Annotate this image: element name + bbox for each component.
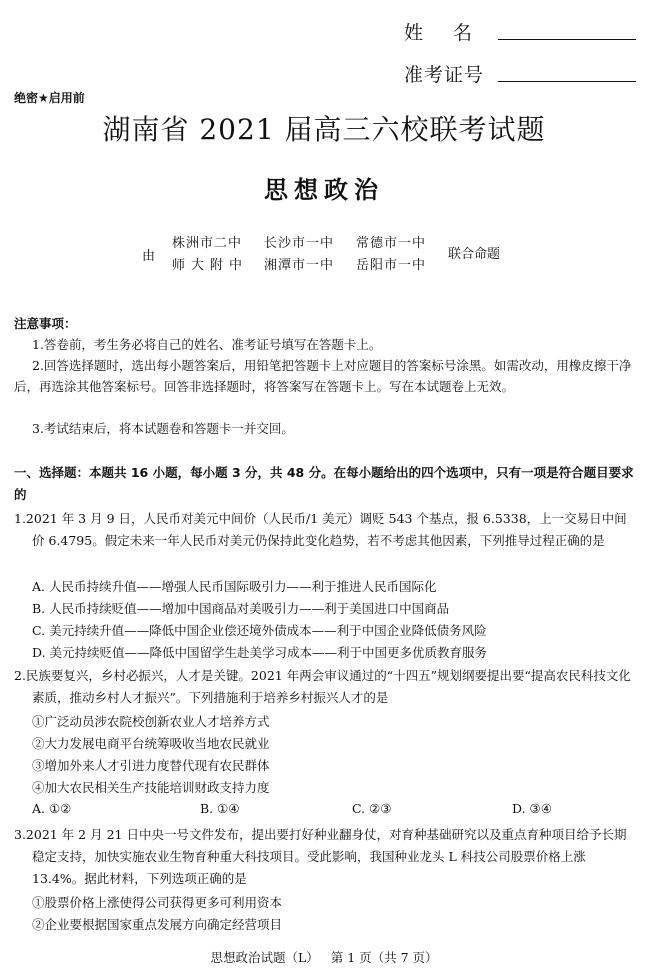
school-row-2: [172, 254, 442, 276]
section-title: 一、选择题：本题共 16 小题，每小题 3 分，共 48 分。在每小题给出的四个选项中，只有一项是符合题目要求的: [14, 465, 634, 502]
school-name: 湘潭市一中: [264, 258, 335, 273]
question-2-choice: D. ③④: [512, 801, 552, 816]
exam-number-underline: [498, 81, 636, 82]
school-name: 师大附中: [172, 258, 249, 273]
question-2-statement: ④加大农民相关生产技能培训财政支持力度: [32, 780, 270, 795]
question-1-option: D. 美元持续贬值——降低中国留学生赴美学习成本——利于中国更多优质教育服务: [32, 645, 488, 660]
footer-page-number: 第 1 页（共 7 页）: [330, 950, 438, 965]
school-list: [172, 232, 442, 276]
name-label: 姓名: [404, 22, 503, 44]
name-field[interactable]: [404, 12, 636, 42]
question-1-option: B. 人民币持续贬值——增加中国商品对美吸引力——利于美国进口中国商品: [32, 601, 450, 616]
question-1-text: 1.2021 年 3 月 9 日，人民币对美元中间价（人民币/1 美元）调贬 543 个基点，报 6.5338，上一交易日中间价 6.4795。假定未来一年人民币对美元仍保持此变化趋势，若不考虑其他因素，下列推导过程正确的是: [14, 511, 627, 548]
note-item: 1.答卷前，考生务必将自己的姓名、准考证号填写在答题卡上。: [32, 337, 382, 352]
question-1-option: C. 美元持续升值——降低中国企业偿还境外债成本——利于中国企业降低债务风险: [32, 623, 487, 638]
notes-title: 注意事项：: [14, 316, 77, 331]
school-name: 岳阳市一中: [356, 258, 427, 273]
question-2-choice: A. ①②: [32, 801, 72, 816]
exam-number-field[interactable]: [404, 54, 636, 84]
page-title: 湖南省 2021 届高三六校联考试题: [102, 113, 546, 146]
joint-setting-label: 联合命题: [448, 247, 501, 262]
question-2-choice: B. ①④: [200, 801, 240, 816]
subject-title: 思想政治: [264, 176, 384, 204]
note-item: 3.考试结束后，将本试题卷和答题卡一并交回。: [32, 421, 294, 436]
question-1-option: A. 人民币持续升值——增强人民币国际吸引力——利于推进人民币国际化: [32, 579, 437, 594]
confidential-mark: 绝密★启用前: [14, 91, 85, 105]
name-underline: [498, 39, 636, 40]
school-name: 常德市一中: [356, 236, 427, 251]
page-footer: [0, 948, 648, 966]
question-2-choice: C. ②③: [352, 801, 392, 816]
question-2-statement: ②大力发展电商平台统筹吸收当地农民就业: [32, 736, 270, 751]
question-2-statement: ①广泛动员涉农院校创新农业人才培养方式: [32, 714, 270, 729]
question-3-statement: ②企业要根据国家重点发展方向确定经营项目: [32, 917, 283, 932]
exam-number-label: 准考证号: [404, 64, 485, 86]
school-name: 长沙市一中: [264, 236, 335, 251]
question-2-text: 2.民族要复兴，乡村必振兴，人才是关键。2021 年两会审议通过的“十四五”规划纲要提出要“提高农民科技文化素质，推动乡村人才振兴”。下列措施利于培养乡村振兴人才的是: [14, 668, 631, 705]
by-label: 由: [142, 249, 156, 264]
footer-title: 思想政治试题（L）: [210, 950, 319, 965]
question-2-statement: ③增加外来人才引进力度替代现有农民群体: [32, 758, 270, 773]
question-3-statement: ①股票价格上涨使得公司获得更多可利用资本: [32, 895, 283, 910]
question-3-text: 3.2021 年 2 月 21 日中央一号文件发布，提出要打好种业翻身仗，对育种基础研究以及重点育种项目给予长期稳定支持，加快实施农业生物育种重大科技项目。受此影响，我国种业龙头 L 科技公司股票价格上涨 13.4%。据此材料，下列选项正确的是: [14, 827, 627, 886]
school-name: 株洲市二中: [172, 236, 243, 251]
school-row-1: [172, 232, 442, 254]
note-item: 2.回答选择题时，选出每小题答案后，用铅笔把答题卡上对应题目的答案标号涂黑。如需改动，用橡皮擦干净后，再选涂其他答案标号。回答非选择题时，将答案写在答题卡上。写在本试题卷上无效。: [14, 358, 632, 394]
